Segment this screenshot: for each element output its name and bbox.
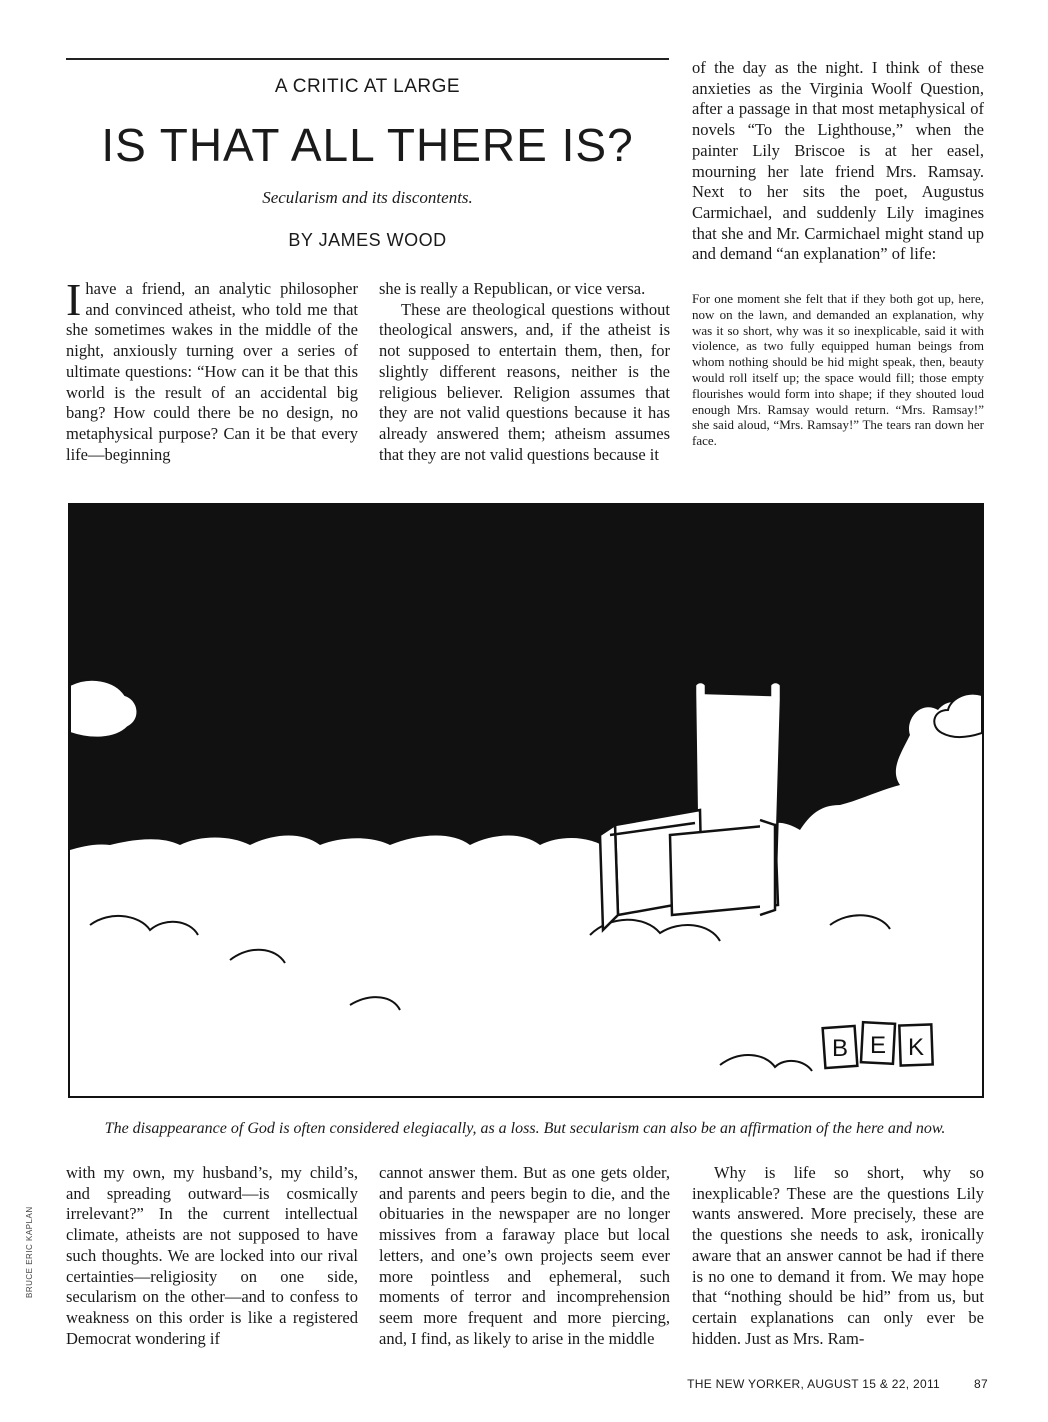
bottom-column-2 [379, 1163, 670, 1349]
page-footer [687, 1377, 988, 1391]
night-sky [70, 505, 982, 850]
top-column-2 [379, 279, 670, 465]
block-quote: For one moment she felt that if they both got up, here, now on the lawn, and demanded an explanation, why was it so short, why was it so inexplicable, said it with violence, as two fully equipped human beings from whom nothing should be hid might speak, then, beauty would roll itself up; the space would fill; those empty flourishes would form into shape; if they shouted loud enough Mrs. Ramsay would return. “Mrs. Ramsay!” she said aloud, “Mrs. Ramsay!” The tears ran down her face. [692, 291, 984, 449]
artist-signature [823, 1022, 933, 1068]
throne-in-clouds-drawing [70, 505, 982, 1096]
top-column-2-para-1: she is really a Republican, or vice versa. [379, 279, 646, 298]
signature-letter-e: E [869, 1032, 887, 1059]
article-title: IS THAT ALL THERE IS? [101, 119, 634, 171]
top-column-3 [692, 58, 984, 265]
cartoon-illustration [68, 503, 984, 1098]
bottom-column-1 [66, 1163, 358, 1349]
signature-letter-k: K [907, 1034, 925, 1061]
top-column-1-text: have a friend, an analytic philosopher and convinced atheist, who told me that she sometimes wakes in the middle of the night, anxiously turning over a series of ultimate questions: “How can it be that this world is the result of an accidental big bang? How could there be no design, no metaphysical purpose? Can it be that every life—beginning [66, 279, 358, 464]
illustration-credit: BRUCE ERIC KAPLAN [25, 1206, 34, 1298]
publication-line: THE NEW YORKER, AUGUST 15 & 22, 2011 [687, 1377, 941, 1391]
header-rule [66, 58, 669, 60]
drop-cap: I [66, 274, 82, 325]
bottom-column-1-text: with my own, my husband’s, my child’s, and spreading outward—is cosmically irrelevant?” In the current intellectual climate, atheists are not supposed to have such thoughts. We are locked into our rival certainties—religiosity on one side, secularism on the other—and to confess to weakness on this order is like a registered Democrat wondering if [66, 1163, 358, 1348]
bottom-column-3 [692, 1163, 984, 1349]
section-rubric: A CRITIC AT LARGE [274, 76, 461, 97]
article-dek: Secularism and its discontents. [262, 188, 473, 207]
byline: BY JAMES WOOD [288, 230, 447, 250]
page-number: 87 [974, 1377, 988, 1391]
top-column-2-para-2: These are theological questions without theological answers, and, if the atheist is not supposed to entertain them, then, for slightly different reasons, neither is the religious believer. Religion assumes that they are not valid questions because it has already answered them; atheism assumes that they are not valid questions because it [379, 299, 670, 464]
illustration-caption: The disappearance of God is often considered elegiacally, as a loss. But secularism can also be an affirmation of the here and now. [104, 1120, 946, 1137]
top-column-3-text: of the day as the night. I think of these anxieties as the Virginia Woolf Question, after a passage in that most metaphysical of novels “To the Lighthouse,” when the painter Lily Briscoe is at her easel, mourning her late friend Mrs. Ramsay. Next to her sits the poet, Augustus Carmichael, and suddenly Lily imagines that she and Mr. Carmichael might stand up and demand “an explanation” of life: [692, 58, 984, 264]
bottom-column-3-text: Why is life so short, why so inexplicable? These are the questions Lily wants answered. More precisely, these are the questions she needs to ask, ironically aware that an answer cannot be had if there is no one to demand it from. We may hope that “nothing should be hid” from us, but certain explanations can only ever be hidden. Just as Mrs. Ram- [692, 1163, 984, 1348]
bottom-column-2-text: cannot answer them. But as one gets older, and parents and peers begin to die, and the obituaries in the newspaper are no longer missives from a faraway place but local letters, and one’s own projects seem ever more pointless and ephemeral, such moments of terror and incomprehension seem more frequent and more piercing, and, I find, as likely to arise in the middle [379, 1163, 670, 1348]
signature-letter-b: B [831, 1035, 849, 1062]
top-column-1 [66, 274, 358, 465]
